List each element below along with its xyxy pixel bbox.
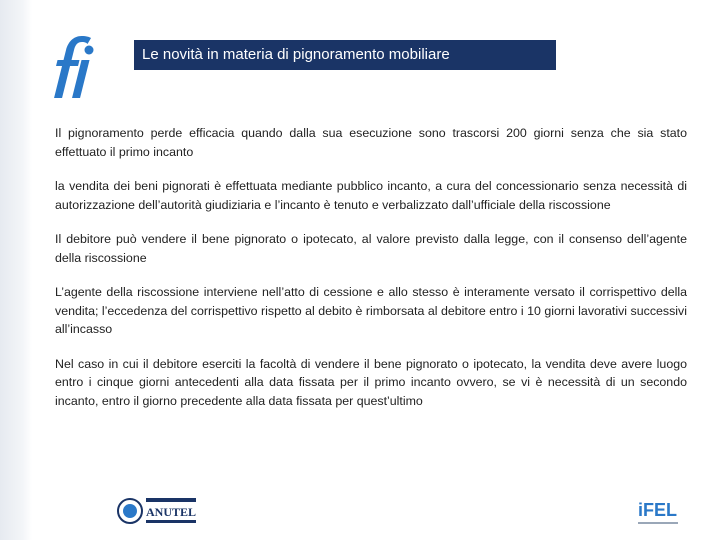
paragraph-4: L’agente della riscossione interviene nell’atto di cessione e allo stesso è interamente versato il corrispettivo della vendita; l’eccedenza del corrispettivo rispetto al debito è rimborsata al debitore entro i 10 giorni lavorativi successivi all’incasso [55, 285, 687, 336]
anutel-logo [116, 494, 198, 528]
slide-content [55, 124, 687, 426]
svg-text:iFEL: iFEL [638, 500, 677, 520]
paragraph-1: Il pignoramento perde efficacia quando dalla sua esecuzione sono trascorsi 200 giorni senza che sia stato effettuato il primo incanto [55, 126, 687, 159]
slide-title: Le novità in materia di pignoramento mobiliare [134, 40, 556, 70]
paragraph-3: Il debitore può vendere il bene pignorato o ipotecato, al valore previsto dalla legge, con il consenso dell’agente della riscossione [55, 232, 687, 265]
paragraph-5: Nel caso in cui il debitore eserciti la facoltà di vendere il bene pignorato o ipotecato, la vendita deve avere luogo entro i cinque giorni antecedenti alla data fissata per il primo incanto ovvero, se vi è necessità di un secondo incanto, entro il giorno precedente alla data fissata per quest’ultimo [55, 356, 687, 408]
ifel-logo [636, 492, 684, 532]
svg-text:ANUTEL: ANUTEL [146, 505, 197, 519]
left-side-bar [0, 0, 32, 540]
fi-logo [42, 26, 102, 106]
paragraph-2: la vendita dei beni pignorati è effettuata mediante pubblico incanto, a cura del concessionario senza necessità di autorizzazione dell’autorità giudiziaria e l’incanto è tenuto e verbalizzato dall’ufficiale della riscossione [55, 179, 687, 212]
